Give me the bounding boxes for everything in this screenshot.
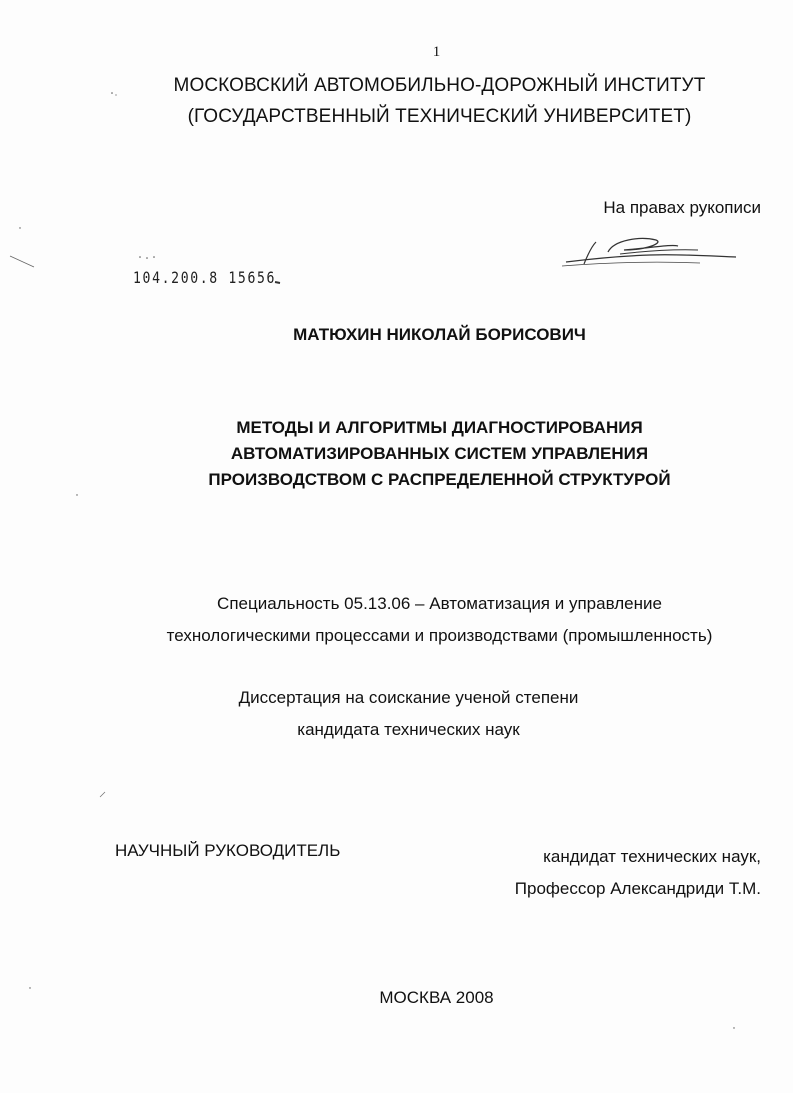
speck — [139, 256, 141, 258]
signature-image — [560, 226, 740, 274]
speck — [19, 227, 20, 228]
scan-mark — [10, 256, 34, 267]
city-year: МОСКВА 2008 — [379, 988, 494, 1007]
speck — [153, 256, 155, 258]
speck — [76, 494, 77, 495]
supervisor-label: НАУЧНЫЙ РУКОВОДИТЕЛЬ — [115, 841, 341, 860]
supervisor-name: Профессор Александриди Т.М. — [514, 879, 761, 898]
institute-line-1: МОСКОВСКИЙ АВТОМОБИЛЬНО-ДОРОЖНЫЙ ИНСТИТУТ — [173, 75, 706, 96]
institute-line-2: (ГОСУДАРСТВЕННЫЙ ТЕХНИЧЕСКИЙ УНИВЕРСИТЕТ) — [187, 106, 692, 127]
author-name: МАТЮХИН НИКОЛАЙ БОРИСОВИЧ — [293, 325, 586, 344]
title-line-3: ПРОИЗВОДСТВОМ С РАСПРЕДЕЛЕННОЙ СТРУКТУРОЙ — [208, 470, 671, 489]
speck — [146, 257, 148, 259]
speck — [733, 1027, 734, 1028]
degree-line-1: Диссертация на соискание ученой степени — [238, 688, 579, 707]
title-line-1: МЕТОДЫ И АЛГОРИТМЫ ДИАГНОСТИРОВАНИЯ — [236, 418, 643, 437]
rights-note: На правах рукописи — [603, 198, 761, 217]
supervisor-info — [515, 841, 761, 905]
specialty-line-2: технологическими процессами и производствами (промышленность) — [166, 626, 713, 645]
degree-statement — [0, 682, 793, 746]
supervisor-degree: кандидат технических наук, — [543, 847, 761, 866]
dissertation-title — [0, 415, 793, 493]
page-number: 1 — [432, 44, 441, 60]
title-line-2: АВТОМАТИЗИРОВАННЫХ СИСТЕМ УПРАВЛЕНИЯ — [230, 444, 649, 463]
scan-mark — [100, 792, 105, 797]
degree-line-2: кандидата технических наук — [297, 720, 520, 739]
specialty-line-1: Специальность 05.13.06 – Автоматизация и управление — [217, 594, 662, 613]
specialty — [0, 588, 793, 652]
registration-number: 104.200.8 15656 — [133, 268, 277, 287]
institute-name — [0, 70, 793, 132]
